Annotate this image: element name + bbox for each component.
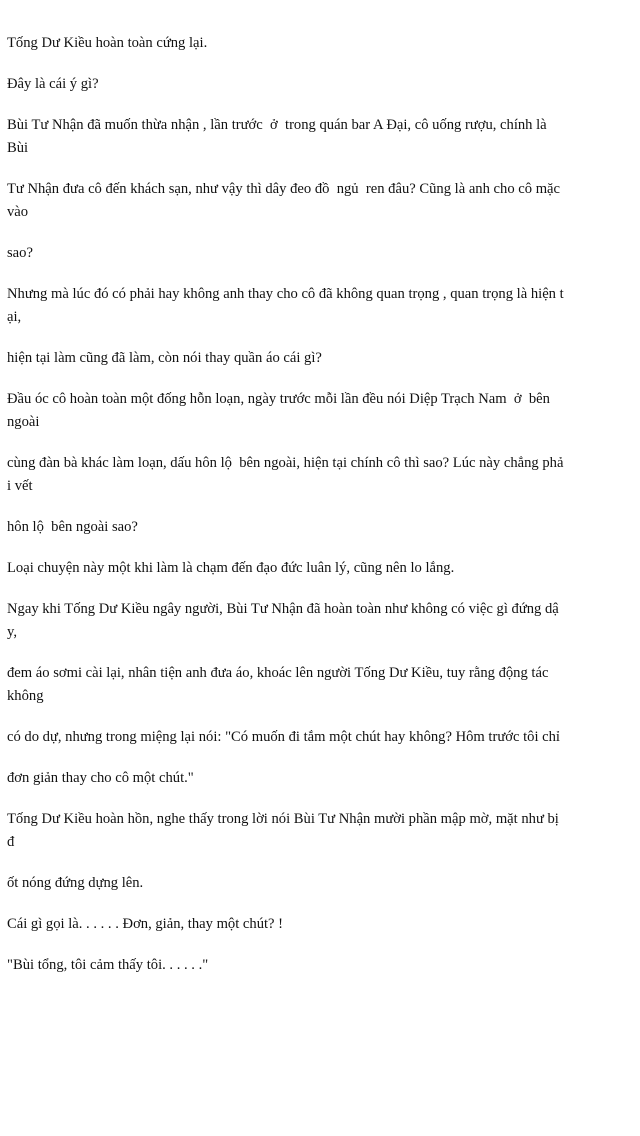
paragraph: hiện tại làm cũng đã làm, còn nói thay quần áo cái gì? bbox=[7, 350, 322, 366]
paragraph: đem áo sơmi cài lại, nhân tiện anh đưa áo, khoác lên người Tống Dư Kiều, tuy rằng động tác không bbox=[7, 665, 549, 704]
paragraph: ốt nóng đứng dựng lên. bbox=[7, 875, 144, 891]
paragraph: Tống Dư Kiều hoàn toàn cứng lại. bbox=[7, 35, 208, 51]
paragraph: Cái gì gọi là. . . . . . Đơn, giản, thay một chút? ! bbox=[7, 916, 284, 932]
paragraph: đơn giản thay cho cô một chút." bbox=[7, 770, 194, 786]
paragraph: Tống Dư Kiều hoàn hồn, nghe thấy trong lời nói Bùi Tư Nhận mười phần mập mờ, mặt như bị đ bbox=[7, 811, 559, 850]
paragraph: Đầu óc cô hoàn toàn một đống hỗn loạn, ngày trước mỗi lần đều nói Diệp Trạch Nam ở bên ngoài bbox=[7, 391, 550, 430]
paragraph: Đây là cái ý gì? bbox=[7, 76, 99, 92]
paragraph: Ngay khi Tống Dư Kiều ngây người, Bùi Tư Nhận đã hoàn toàn như không có việc gì đứng dậ y, bbox=[7, 601, 559, 640]
paragraph: Bùi Tư Nhận đã muốn thừa nhận , lần trước ở trong quán bar A Đại, cô uống rượu, chính là Bùi bbox=[7, 117, 547, 156]
paragraph: Nhưng mà lúc đó có phải hay không anh thay cho cô đã không quan trọng , quan trọng là hiện t ại, bbox=[7, 286, 564, 325]
paragraph: hôn lộ bên ngoài sao? bbox=[7, 519, 138, 535]
paragraph: "Bùi tổng, tôi cảm thấy tôi. . . . . ." bbox=[7, 957, 209, 973]
paragraph: Tư Nhận đưa cô đến khách sạn, như vậy thì dây đeo đồ ngủ ren đâu? Cũng là anh cho cô mặc vào bbox=[7, 181, 560, 220]
paragraph: sao? bbox=[7, 245, 33, 261]
paragraph: Loại chuyện này một khi làm là chạm đến đạo đức luân lý, cũng nên lo lắng. bbox=[7, 560, 455, 576]
paragraph: có do dự, nhưng trong miệng lại nói: "Có muốn đi tắm một chút hay không? Hôm trước tôi chỉ bbox=[7, 729, 560, 745]
paragraph: cùng đàn bà khác làm loạn, dấu hôn lộ bên ngoài, hiện tại chính cô thì sao? Lúc này chẳng phả i vết bbox=[7, 455, 564, 494]
